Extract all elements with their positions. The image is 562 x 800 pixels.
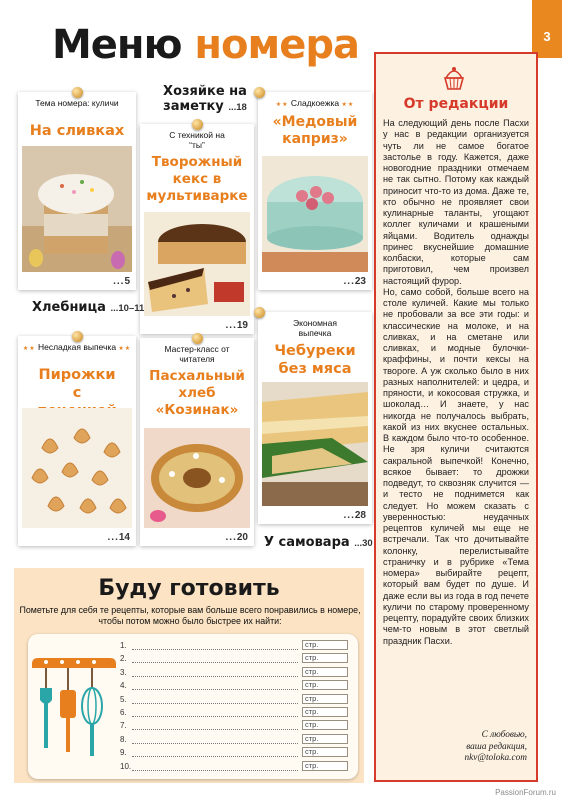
pin-icon bbox=[254, 87, 265, 98]
todo-row-number: 7. bbox=[120, 721, 127, 731]
todo-row-line[interactable] bbox=[132, 682, 298, 690]
todo-row-page-box[interactable]: стр. bbox=[302, 667, 348, 677]
card-tag: Мастер-класс от читателя bbox=[164, 344, 230, 364]
todo-row-page-box[interactable]: стр. bbox=[302, 734, 348, 744]
todo-title: Буду готовить bbox=[98, 576, 280, 601]
editorial-signature: С любовью, ваша редакция, nkv@toloka.com bbox=[464, 730, 527, 763]
menu-card-kulichi[interactable] bbox=[18, 92, 136, 290]
card-tag: Экономная выпечка bbox=[293, 318, 337, 338]
todo-row[interactable] bbox=[120, 667, 348, 677]
todo-row-line[interactable] bbox=[132, 709, 298, 717]
todo-intro: Пометьте для себя те рецепты, которые вам больше всего понравились в номере, чтобы потом можно было быстрее их найти: bbox=[19, 605, 361, 626]
todo-row[interactable] bbox=[120, 761, 348, 771]
todo-row-page-box[interactable]: стр. bbox=[302, 694, 348, 704]
card-page: ...19 bbox=[225, 320, 248, 331]
todo-row[interactable] bbox=[120, 707, 348, 717]
card-heading: Творожный кекс в мультиварке bbox=[146, 154, 248, 204]
kex-photo bbox=[144, 212, 250, 316]
todo-row-number: 5. bbox=[120, 694, 127, 704]
kitchen-utensils-icon bbox=[32, 638, 120, 778]
page-number: 3 bbox=[532, 0, 562, 58]
todo-row-number: 9. bbox=[120, 748, 127, 758]
card-page: ...14 bbox=[107, 532, 130, 543]
card-heading: Чебуреки без мяса bbox=[274, 343, 356, 377]
todo-row-line[interactable] bbox=[132, 722, 298, 730]
page-title-part1: Меню bbox=[52, 22, 182, 68]
todo-row-number: 2. bbox=[120, 654, 127, 664]
label-hozyayke-page: ...18 bbox=[228, 102, 247, 113]
todo-row-number: 6. bbox=[120, 708, 127, 717]
todo-row-line[interactable] bbox=[132, 642, 298, 650]
todo-row[interactable] bbox=[120, 640, 348, 650]
todo-row-number: 10. bbox=[120, 761, 132, 771]
todo-row-page-box[interactable]: стр. bbox=[302, 680, 348, 690]
todo-row-page-box[interactable]: стр. bbox=[302, 653, 348, 663]
pin-icon bbox=[72, 87, 83, 98]
pin-icon bbox=[254, 307, 265, 318]
todo-row-page-box[interactable]: стр. bbox=[302, 747, 348, 757]
todo-row[interactable] bbox=[120, 653, 348, 663]
label-hlebnitsa-title: Хлебница bbox=[32, 300, 106, 315]
pin-icon bbox=[192, 333, 203, 344]
todo-row-line[interactable] bbox=[132, 655, 298, 663]
editorial-text: На следующий день после Пасхи у нас в редакции организуется чуть ли не самое богатое застолье в году. Кажется, даже новогодние праздники отмечаем не так сытно. Потому как каждый приносит что-то из дома. Даже те, кто обычно не проявляет свои кулинарные таланты, угощают коллег куличами и крашеными яйцами. Водитель однажды принес вкуснейшие домашние колбаски, которые сам приготовил, чем произвел настоящий фурор. Но, само собой, больше всего на столе куличей. Какие мы только не пробовали за все эти годы: и классические на молоке, и на сливках, и на сметане или сливках, и модные булочки-краффины, и почти кексы на твороге. А уж сколько было в них разных наполнителей: и цедра, и пряности, и кокосовая стружка, и шоколад… И знаете, у нас никогда не получалось выбрать, какой из них вкуснее остальных. В каждом было что-то особенное. Не зря куличи считаются сакральной выпечкой! Конечно, всякое бывает: то дрожжи подведут, то сквозняк случится — и тесто не поднимется как следует. Но можем сказать с уверенностью: неудачных рецептов куличей мы еще не встречали. Так что дочитывайте колонку, перелистывайте страничку и в рубрике «Тема номера» выбирайте рецепт, который вам будет по душе. И даже если вы из года в год печете куличи по старому проверенному рецепту, порадуйте своих близких чем-то новым в этот светлый праздник Пасхи. bbox=[383, 118, 529, 646]
label-samovar[interactable] bbox=[264, 535, 373, 550]
card-page: ...20 bbox=[225, 532, 248, 543]
todo-row[interactable] bbox=[120, 734, 348, 744]
tort-photo bbox=[262, 156, 368, 272]
menu-card-pirozhki[interactable] bbox=[18, 336, 136, 546]
editorial-column bbox=[374, 52, 538, 782]
card-tag: ★★ Несладкая выпечка ★★ bbox=[22, 342, 132, 352]
card-page: ...5 bbox=[113, 276, 130, 287]
watermark: PassionForum.ru bbox=[495, 788, 556, 797]
card-page: ...28 bbox=[343, 510, 366, 521]
label-hozyayke-title: Хозяйке на заметку bbox=[163, 84, 247, 114]
todo-row-line[interactable] bbox=[132, 763, 298, 771]
todo-row-page-box[interactable]: стр. bbox=[302, 720, 348, 730]
kozinak-photo bbox=[144, 428, 250, 528]
todo-row-line[interactable] bbox=[132, 696, 298, 704]
todo-row[interactable] bbox=[120, 747, 348, 757]
todo-row-line[interactable] bbox=[132, 736, 298, 744]
card-heading: Пасхальный хлеб «Козинак» bbox=[149, 368, 245, 418]
card-heading: На сливках bbox=[29, 123, 125, 139]
todo-row-number: 3. bbox=[120, 667, 127, 677]
chebureki-photo bbox=[262, 382, 368, 506]
menu-card-sladkoezhka[interactable] bbox=[258, 92, 372, 290]
todo-card bbox=[28, 634, 358, 779]
pin-icon bbox=[72, 331, 83, 342]
todo-row-line[interactable] bbox=[132, 669, 298, 677]
page-title-part2: номера bbox=[194, 22, 359, 68]
todo-section bbox=[14, 568, 364, 783]
todo-row[interactable] bbox=[120, 680, 348, 690]
todo-row-line[interactable] bbox=[132, 749, 298, 757]
kulich-photo bbox=[22, 146, 132, 272]
label-samovar-page: ...30 bbox=[354, 538, 373, 549]
todo-row-page-box[interactable]: стр. bbox=[302, 761, 348, 771]
todo-row-page-box[interactable]: стр. bbox=[302, 707, 348, 717]
label-hozyayke[interactable] bbox=[150, 84, 260, 115]
label-samovar-title: У самовара bbox=[264, 535, 350, 550]
card-page: ...23 bbox=[343, 276, 366, 287]
todo-row-number: 8. bbox=[120, 734, 127, 744]
pirozhki-photo bbox=[22, 408, 132, 528]
menu-card-chebureki[interactable] bbox=[258, 312, 372, 524]
card-heading: «Медовый каприз» bbox=[272, 114, 358, 147]
editorial-title: От редакции bbox=[403, 96, 509, 112]
card-tag: С техникой на “ты” bbox=[169, 130, 225, 150]
pin-icon bbox=[192, 119, 203, 130]
card-tag: Тема номера: куличи bbox=[35, 98, 119, 108]
label-hlebnitsa[interactable] bbox=[32, 300, 144, 315]
todo-row-number: 4. bbox=[120, 681, 127, 691]
card-tag: ★★ Сладкоежка ★★ bbox=[275, 98, 355, 108]
todo-row-page-box[interactable]: стр. bbox=[302, 640, 348, 650]
todo-row-number: 1. bbox=[120, 641, 127, 650]
menu-card-kozinak[interactable] bbox=[140, 338, 254, 546]
label-hlebnitsa-page: ...10–11 bbox=[110, 303, 145, 314]
todo-row[interactable] bbox=[120, 694, 348, 704]
page-title bbox=[52, 22, 359, 68]
todo-row[interactable] bbox=[120, 720, 348, 730]
cupcake-icon bbox=[440, 64, 468, 92]
menu-card-tvorog[interactable] bbox=[140, 124, 254, 334]
card-heading: Пирожки с bbox=[38, 367, 116, 401]
